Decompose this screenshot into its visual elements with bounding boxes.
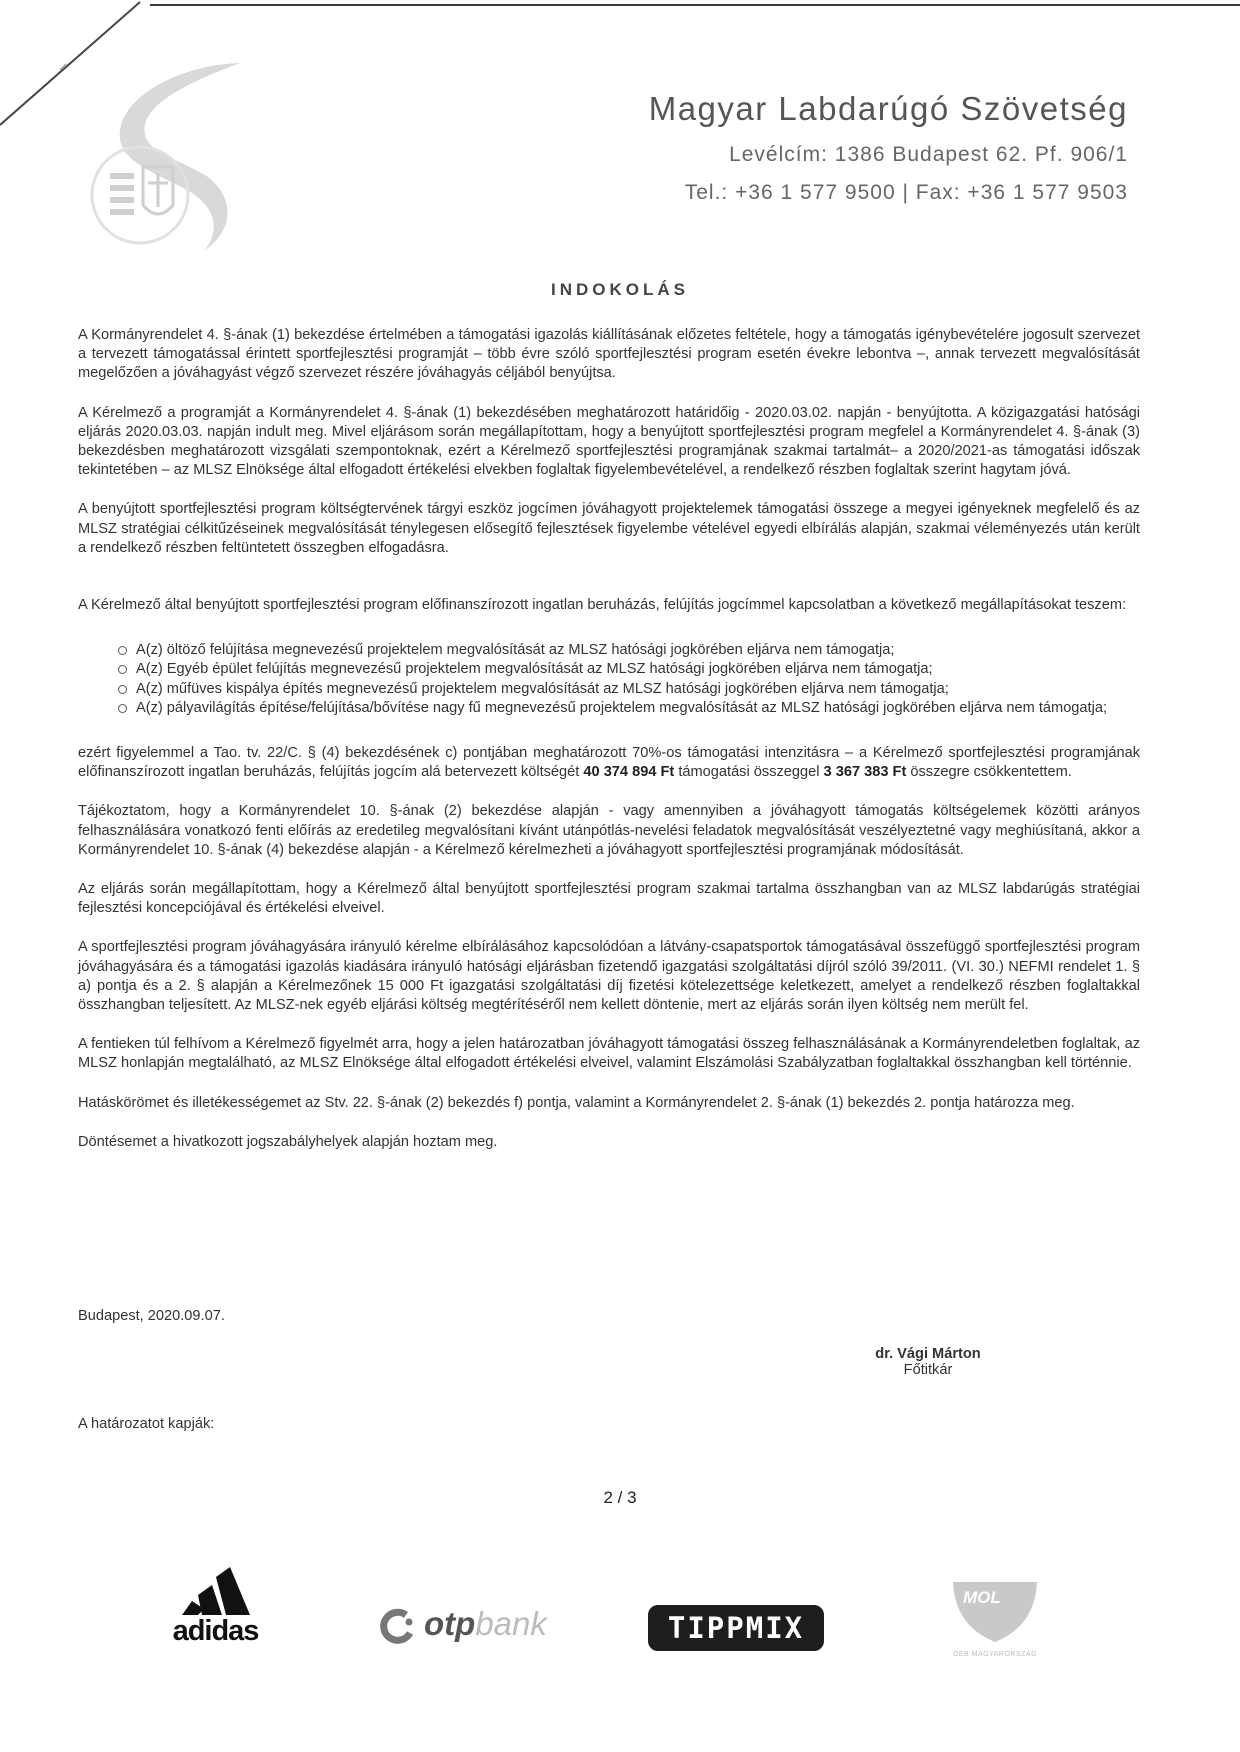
paragraph-text: támogatási összeggel bbox=[674, 764, 824, 781]
recipients-label: A határozatot kapják: bbox=[78, 1416, 215, 1432]
scan-edge-line bbox=[150, 4, 1240, 6]
adidas-logo bbox=[158, 1565, 273, 1645]
page-number: 2 / 3 bbox=[603, 1488, 637, 1507]
bullet-icon bbox=[118, 646, 127, 655]
bullet-icon bbox=[118, 685, 127, 694]
list-item-text: A(z) műfüves kispálya építés megnevezésű projektelem megvalósítását az MLSZ hatósági jogkörében eljárva nem támogatja; bbox=[136, 680, 949, 697]
signatory-block bbox=[868, 1346, 988, 1378]
paragraph: Hatáskörömet és illetékességemet az Stv. 22. §-ának (2) bekezdés f) pontja, valamint a Kormányrendelet 2. §-ának (1) bekezdés 2. pontja határozza meg. bbox=[78, 1094, 1075, 1111]
paragraph: A sportfejlesztési program jóváhagyására irányuló kérelme elbírálásához kapcsolódóan a látvány-csapatsportok támogatásával összefüggő sportfejlesztési program jóváhagyására és a támogatási igazolás kiadására irányuló hatósági eljárásban fizetendő igazgatási szolgáltatási díjról szóló 39/2011. (VI. 30.) NEFMI rendelet 1. § a) pontja és a 2. § alapján a Kérelmezőnek 15 000 Ft igazgatási szolgáltatási díj fizetési kötelezettsége keletkezett, amelyet a rendelkező részben foglaltakkal összhangban teljesített. Az MLSZ-nek egyéb eljárási költség megtérítéséről nem kellett döntenie, mert az eljárás során ilyen költség nem merült fel. bbox=[78, 939, 1140, 1014]
paragraph: A Kormányrendelet 4. §-ának (1) bekezdése értelmében a támogatási igazolás kiállításának előzetes feltétele, hogy a támogatás igénybevételére jogosult szervezet a tervezett támogatással érintett sportfejlesztési programját – több évre szóló sportfejlesztési program esetén évekre lebontva –, annak tervezett megvalósítását megelőzően a jóváhagyást végző szervezet részére jóváhagyás céljából benyújtsa. bbox=[78, 327, 1140, 382]
mol-logo bbox=[945, 1576, 1045, 1671]
otp-swirl-icon bbox=[378, 1607, 418, 1647]
reduced-amount: 3 367 383 Ft bbox=[823, 764, 907, 781]
list-item bbox=[118, 660, 1140, 679]
mol-wordmark: MOL bbox=[963, 1588, 1001, 1607]
list-item bbox=[118, 680, 1140, 699]
otp-wordmark-bold: otp bbox=[424, 1605, 476, 1642]
paragraph: A fentieken túl felhívom a Kérelmező figyelmét arra, hogy a jelen határozatban jóváhagyott támogatási összeg felhasználásának a Kormányrendeletben foglaltak, az MLSZ honlapján megtalálható, az MLSZ Elnöksége által elfogadott értékelési elveivel, valamint Elszámolási Szabályzatban foglaltakkal összhangban kell történnie. bbox=[78, 1036, 1140, 1072]
bullet-icon bbox=[118, 704, 127, 713]
paragraph: Tájékoztatom, hogy a Kormányrendelet 10. §-ának (2) bekezdése alapján - vagy amennyiben a jóváhagyott támogatás költségelemek közötti arányos felhasználására vonatkozó fenti előírás az eredetileg megvalósítani kívánt utánpótlás-nevelési feladatok megvalósítását veszélyeztetné vagy meghiúsítaná, akkor a Kormányrendelet 10. §-ának (4) bekezdése alapján - a Kérelmező kérelmezheti a jóváhagyott sportfejlesztési programjának módosítását. bbox=[78, 803, 1140, 858]
tippmix-logo bbox=[648, 1605, 818, 1649]
list-item bbox=[118, 641, 1140, 660]
planned-cost-amount: 40 374 894 Ft bbox=[583, 764, 675, 781]
bullet-list bbox=[78, 641, 1140, 718]
list-item-text: A(z) öltöző felújítása megnevezésű projektelem megvalósítását az MLSZ hatósági jogkörében eljárva nem támogatja; bbox=[136, 642, 895, 659]
otp-wordmark-light: bank bbox=[475, 1605, 547, 1642]
bullet-icon bbox=[118, 665, 127, 674]
otpbank-logo bbox=[378, 1605, 578, 1650]
organization-phone-fax: Tel.: +36 1 577 9500 | Fax: +36 1 577 9503 bbox=[684, 181, 1128, 204]
adidas-wordmark: adidas bbox=[172, 1615, 259, 1647]
organization-address: Levélcím: 1386 Budapest 62. Pf. 906/1 bbox=[729, 143, 1128, 166]
paragraph: A Kérelmező a programját a Kormányrendelet 4. §-ának (1) bekezdésében meghatározott határidőig - 2020.03.02. napján - benyújtotta. A közigazgatási hatósági eljárás 2020.03.03. napján indult meg. Mivel eljárásom során megállapítottam, hogy a benyújtott sportfejlesztési program megfelel a Kormányrendelet 4. §-ának (3) bekezdésben meghatározott vizsgálati szempontoknak, ezért a Kérelmező sportfejlesztési programjának szakmai tartalmát– a 2020/2021-as támogatási időszak tekintetében – az MLSZ Elnöksége által elfogadott értékelési elvekben foglaltak figyelembevételével, a rendelkező részben foglaltak szerint hagytam jóvá. bbox=[78, 404, 1140, 479]
place-and-date: Budapest, 2020.09.07. bbox=[78, 1308, 225, 1324]
adidas-stripes-icon bbox=[180, 1565, 252, 1615]
list-item-text: A(z) pályavilágítás építése/felújítása/bővítése nagy fű megnevezésű projektelem megvalósítását az MLSZ hatósági jogkörében eljárva nem támogatja; bbox=[136, 699, 1108, 716]
mol-subtitle: OEB MAGYARORSZÁG bbox=[952, 1651, 1038, 1658]
otpbank-wordmark bbox=[424, 1605, 547, 1643]
list-item-text: A(z) Egyéb épület felújítás megnevezésű projektelem megvalósítását az MLSZ hatósági jogkörében eljárva nem támogatja; bbox=[136, 661, 933, 678]
organization-name: Magyar Labdarúgó Szövetség bbox=[648, 90, 1128, 127]
paragraph: A benyújtott sportfejlesztési program költségtervének tárgyi eszköz jogcímen jóváhagyott projektelemek támogatási összege a megyei igényeknek megfelelő és az MLSZ stratégiai célkitűzéseinek megvalósítását ténylegesen elősegítő fejlesztések figyelembe vételével egyedi elbírálás alapján, szakmai véleményezés után került a rendelkező részben feltüntetett összegben elfogadásra. bbox=[78, 501, 1140, 556]
paragraph-text: összegre csökkentettem. bbox=[906, 764, 1072, 781]
mol-drop-icon bbox=[945, 1576, 1045, 1646]
paragraph: A Kérelmező által benyújtott sportfejlesztési program előfinanszírozott ingatlan beruházás, felújítás jogcímmel kapcsolatban a következő megállapításokat teszem: bbox=[78, 597, 1127, 614]
signatory-title: Főtitkár bbox=[903, 1362, 953, 1378]
list-item bbox=[118, 699, 1140, 718]
paragraph: Döntésemet a hivatkozott jogszabályhelyek alapján hoztam meg. bbox=[78, 1133, 498, 1150]
document-body bbox=[78, 326, 1140, 1172]
paragraph-text: ezért figyelemmel a Tao. tv. 22/C. § (4) bekezdésének c) pontjában meghatározott 70%-os támogatási intenzitásra – a Kérelmező sportfejlesztési programjának előfinanszírozott ingatlan beruházás, felújítás jogcím alá betervezett költségét bbox=[78, 745, 1140, 781]
mlsz-logo-icon bbox=[85, 55, 255, 255]
document-heading: INDOKOLÁS bbox=[551, 280, 689, 299]
paragraph: Az eljárás során megállapítottam, hogy a Kérelmező által benyújtott sportfejlesztési program szakmai tartalma összhangban van az MLSZ labdarúgás stratégiai fejlesztési koncepciójával és értékelési elveivel. bbox=[78, 881, 1140, 917]
signatory-name: dr. Vági Márton bbox=[875, 1346, 981, 1362]
tippmix-wordmark: TIPPMIX bbox=[648, 1605, 824, 1651]
paragraph-reduction bbox=[78, 744, 1140, 782]
